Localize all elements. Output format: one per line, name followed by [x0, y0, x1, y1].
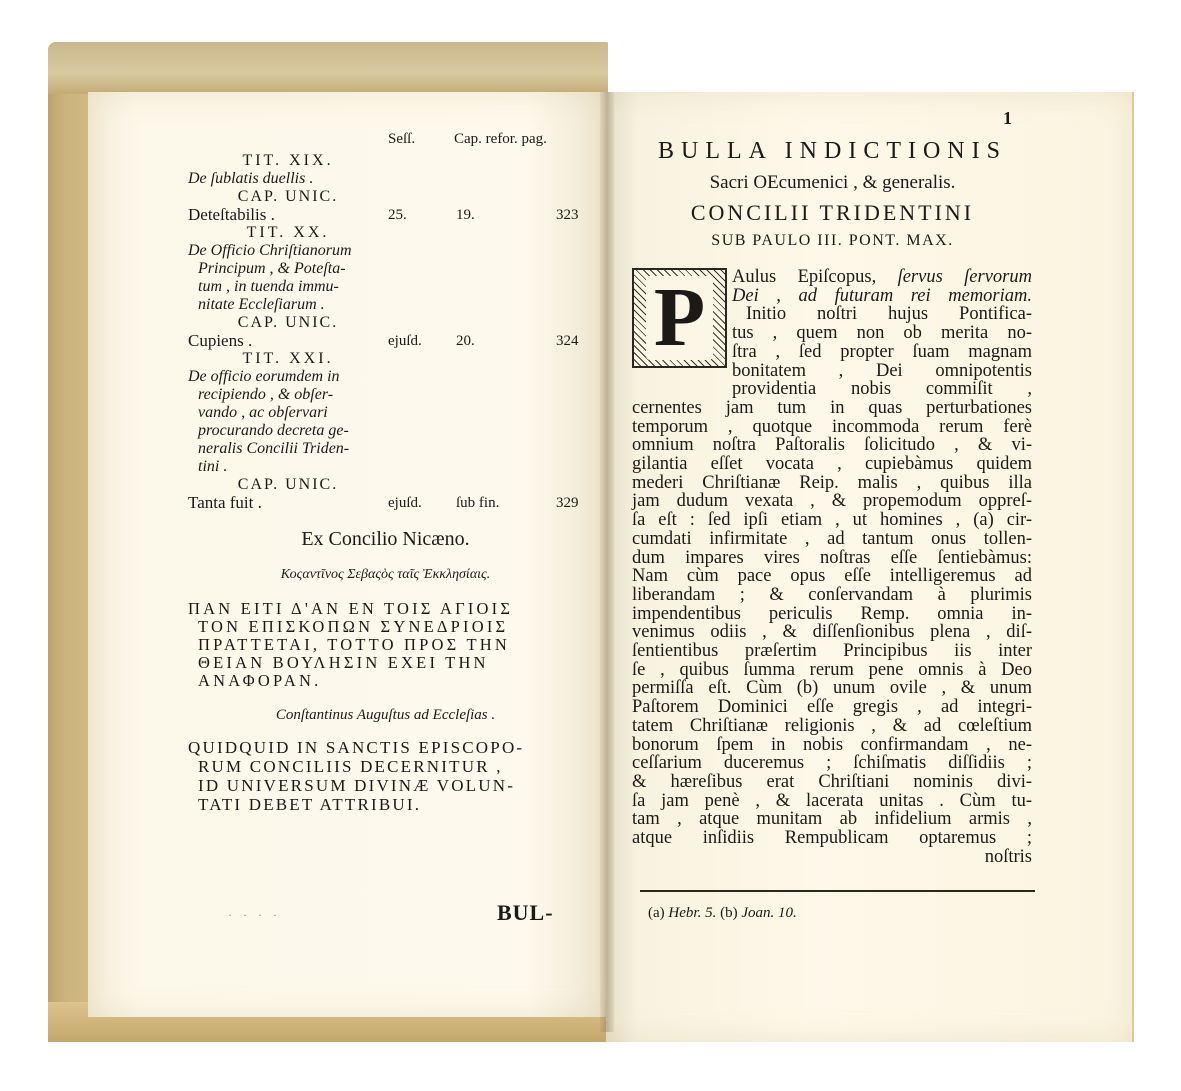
bull-title: BULLA INDICTIONIS — [658, 138, 1007, 164]
index-row-page: 323 — [556, 207, 579, 223]
body-line-text: cumdati infirmitate , ad tantum onus tollen- — [632, 528, 1032, 549]
body-line — [632, 679, 1032, 698]
council-title: CONCILII TRIDENTINI — [690, 200, 975, 225]
index-description-line: Principum , & Poteſta- — [198, 260, 346, 277]
index-row — [188, 332, 583, 350]
index-row-label: Cupiens . — [188, 331, 253, 350]
greek-line: ΘΕΙΑΝ ΒΟΥΛΗΣΙΝ ΕΧΕΙ ΤΗΝ — [198, 653, 489, 672]
body-line-text: Initio noſtri hujus Pontifica- — [746, 304, 1032, 325]
index-description-line: De Officio Chriſtianorum — [188, 242, 352, 259]
body-line-text: mederi Chriſtianæ Reip. malis , quibus illa — [632, 472, 1032, 493]
index-row-page: 324 — [556, 333, 579, 349]
body-line — [632, 698, 1032, 717]
latin-line: TATI DEBET ATTRIBUI. — [198, 795, 422, 814]
greek-line: ΠΑΝ ΕΙΤΙ Δ'ΑΝ ΕΝ ΤΟΙΣ ΑΓΙΟΙΣ — [188, 599, 514, 618]
body-line — [632, 848, 1032, 867]
body-line-text: bonorum ſpem in nobis confirmandam , ne- — [632, 734, 1032, 755]
body-line-text: dum impares vires noſtras eſſe ſentiebàmus: — [632, 547, 1032, 568]
body-line — [632, 567, 1032, 586]
body-line-text: providentia nobis commiſit , — [732, 379, 1032, 400]
body-line — [632, 399, 1032, 418]
body-line — [632, 436, 1032, 455]
index-row-label: Tanta fuit . — [188, 493, 262, 512]
body-line — [632, 492, 1032, 511]
body-line — [632, 586, 1032, 605]
body-line — [632, 362, 1032, 381]
greek-quotation — [188, 600, 583, 690]
latin-subtitle: Conſtantinus Auguſtus ad Eccleſias . — [275, 707, 496, 723]
body-line-text: tatem Chriſtianæ religionis , & ad cœleſtium — [632, 715, 1032, 736]
footnote-b-ref: Joan. 10. — [741, 905, 797, 921]
latin-line: RUM CONCILIIS DECERNITUR , — [198, 757, 503, 776]
body-line — [632, 605, 1032, 624]
bull-body-text — [632, 268, 1032, 867]
body-line — [632, 530, 1032, 549]
body-line — [632, 343, 1032, 362]
body-line — [632, 418, 1032, 437]
section-title: Ex Concilio Nicæno. — [301, 528, 470, 550]
index-chapter-label: CAP. UNIC. — [237, 314, 339, 331]
body-line-text: ſa jam penè , & lacerata unitas . Cùm tu- — [632, 790, 1032, 811]
body-line-text: bonitatem , Dei omnipotentis — [732, 360, 1032, 381]
body-line-text: liberandam ; & conſervandam à plurimis — [632, 584, 1032, 605]
footnotes — [648, 905, 797, 922]
body-line-text: Paſtorem Dominici eſſe gregis , ad integri- — [632, 697, 1032, 718]
index-title: TIT. XXI. — [242, 350, 334, 367]
index-description-line: procurando decreta ge- — [198, 422, 349, 439]
index-description-line: tini . — [198, 458, 228, 475]
index-row-label: Deteſtabilis . — [188, 205, 275, 224]
body-line-text: tus , quem non ob merita no- — [732, 323, 1032, 344]
index-description-line: De officio eorumdem in — [188, 368, 340, 385]
body-line — [632, 380, 1032, 399]
bull-subtitle: Sacri OEcumenici , & generalis. — [709, 172, 956, 193]
latin-line: ID UNIVERSUM DIVINÆ VOLUN- — [198, 776, 516, 795]
body-line-text: venimus odiis , & diſſenſionibus plena , diſ- — [632, 622, 1032, 643]
body-line — [632, 268, 1032, 287]
page-number: 1 — [1003, 108, 1012, 128]
body-line-text: Nam cùm pace opus eſſe intelligeremus ad — [632, 566, 1032, 587]
body-line-text: ſa eſt : ſed ipſi etiam , ut homines , (a) cir- — [632, 510, 1032, 531]
index-chapter-label: CAP. UNIC. — [237, 476, 339, 493]
body-line-italic: Dei , ad futuram rei memoriam. — [732, 285, 1032, 306]
body-line-text: ſentientibus præſertim Principibus iis inter — [632, 641, 1032, 662]
body-line — [632, 829, 1032, 848]
body-line — [632, 773, 1032, 792]
body-line-text: & hæreſibus erat Chriſtiani nominis divi- — [632, 771, 1032, 792]
book-gutter — [600, 92, 614, 1032]
body-line-text: impendentibus periculis Remp. omnia in- — [632, 603, 1032, 624]
body-line — [632, 623, 1032, 642]
body-line — [632, 549, 1032, 568]
greek-subtitle: Κοςαντῖνος Σεβαςὸς ταῖς Ἐκκλησίαις. — [280, 567, 491, 582]
col-header-chapter-page: Cap. refor. pag. — [454, 131, 547, 147]
initial-letter: P — [646, 276, 713, 360]
greek-line: ΠΡΑΤΤΕΤΑΙ, ΤΟΤΤΟ ΠΡΟΣ ΤΗΝ — [198, 635, 510, 654]
body-line-text: ceſſarium duceremus ; ſchiſmatis diſſidiis ; — [632, 753, 1032, 774]
body-line — [632, 287, 1032, 306]
body-line — [632, 810, 1032, 829]
body-line — [632, 305, 1032, 324]
index-description-line: nitate Eccleſiarum . — [198, 296, 325, 313]
index-chapter-label: CAP. UNIC. — [237, 188, 339, 205]
body-line-text: gilantia eſſet vocata , cupiebàmus quidem — [632, 454, 1032, 475]
footnote-a-ref: Hebr. 5. — [668, 905, 717, 921]
body-line-text: omnium noſtra Paſtoralis ſolicitudo , & vi- — [632, 435, 1032, 456]
index-row — [188, 494, 583, 512]
footnote-a-label: (a) — [648, 905, 669, 921]
body-line-text: jam dudum vexata , & propemodum oppreſ- — [632, 491, 1032, 512]
footnote-rule — [640, 890, 1035, 892]
footnote-b-label: (b) — [716, 905, 742, 921]
latin-quotation — [188, 738, 583, 814]
index-row-chapter: 19. — [456, 207, 475, 223]
index-title: TIT. XX. — [246, 224, 330, 241]
body-line — [632, 324, 1032, 343]
index-row-session: ejuſd. — [388, 495, 422, 511]
index-title: TIT. XIX. — [242, 152, 334, 169]
body-line — [632, 474, 1032, 493]
left-page-content — [188, 130, 583, 814]
index-description-line: vando , ac obſervari — [198, 404, 328, 421]
index-row-chapter: ſub fin. — [456, 495, 500, 511]
latin-line: QUIDQUID IN SANCTIS EPISCOPO- — [188, 738, 525, 757]
body-line-italic: ſervus ſervorum — [897, 267, 1032, 287]
greek-line: ΑΝΑΦΟΡΑΝ. — [198, 671, 322, 690]
body-line — [632, 511, 1032, 530]
body-line-text: atque inſidiis Rempublicam optaremus ; — [632, 828, 1032, 849]
index-entries — [188, 152, 583, 512]
body-line — [632, 792, 1032, 811]
body-line-text: Aulus Epiſcopus, — [732, 267, 898, 287]
body-line-text: ſtra , ſed propter ſuam magnam — [732, 341, 1032, 362]
index-row — [188, 206, 583, 224]
col-header-session: Seſſ. — [388, 131, 416, 147]
catchword: BUL- — [497, 900, 554, 925]
body-line-text: temporum , quotque incommoda rerum ferè — [632, 416, 1032, 437]
body-line-text: noſtris — [984, 846, 1032, 867]
body-line-text: cernentes jam tum in quas perturbationes — [632, 397, 1032, 418]
body-line — [632, 754, 1032, 773]
greek-line: ΤΟΝ ΕΠΙΣΚΟΠΩΝ ΣΥΝΕΔΡΙΟΙΣ — [198, 617, 509, 636]
pontificate-line: SUB PAULO III. PONT. MAX. — [711, 232, 954, 249]
body-line — [632, 717, 1032, 736]
body-line — [632, 661, 1032, 680]
signature-marks: · · · · — [228, 908, 281, 922]
index-description-line: neralis Concilii Triden- — [198, 440, 350, 457]
index-description-line: tum , in tuenda immu- — [198, 278, 339, 295]
index-row-page: 329 — [556, 495, 579, 511]
cover-top-fold — [48, 42, 608, 94]
index-row-session: ejuſd. — [388, 333, 422, 349]
body-line-text: permiſſa eſt. Cùm (b) unum ovile , & unum — [632, 678, 1032, 699]
index-description-line: recipiendo , & obſer- — [198, 386, 334, 403]
body-line-text: ſe , quibus ſumma rerum pene omnis à Deo — [632, 659, 1032, 680]
body-line-text: tam , atque munitam ab infidelium armis , — [632, 809, 1032, 830]
body-line — [632, 455, 1032, 474]
body-line — [632, 642, 1032, 661]
index-row-chapter: 20. — [456, 333, 475, 349]
index-row-session: 25. — [388, 207, 407, 223]
body-line — [632, 736, 1032, 755]
index-description-line: De ſublatis duellis . — [188, 170, 314, 187]
